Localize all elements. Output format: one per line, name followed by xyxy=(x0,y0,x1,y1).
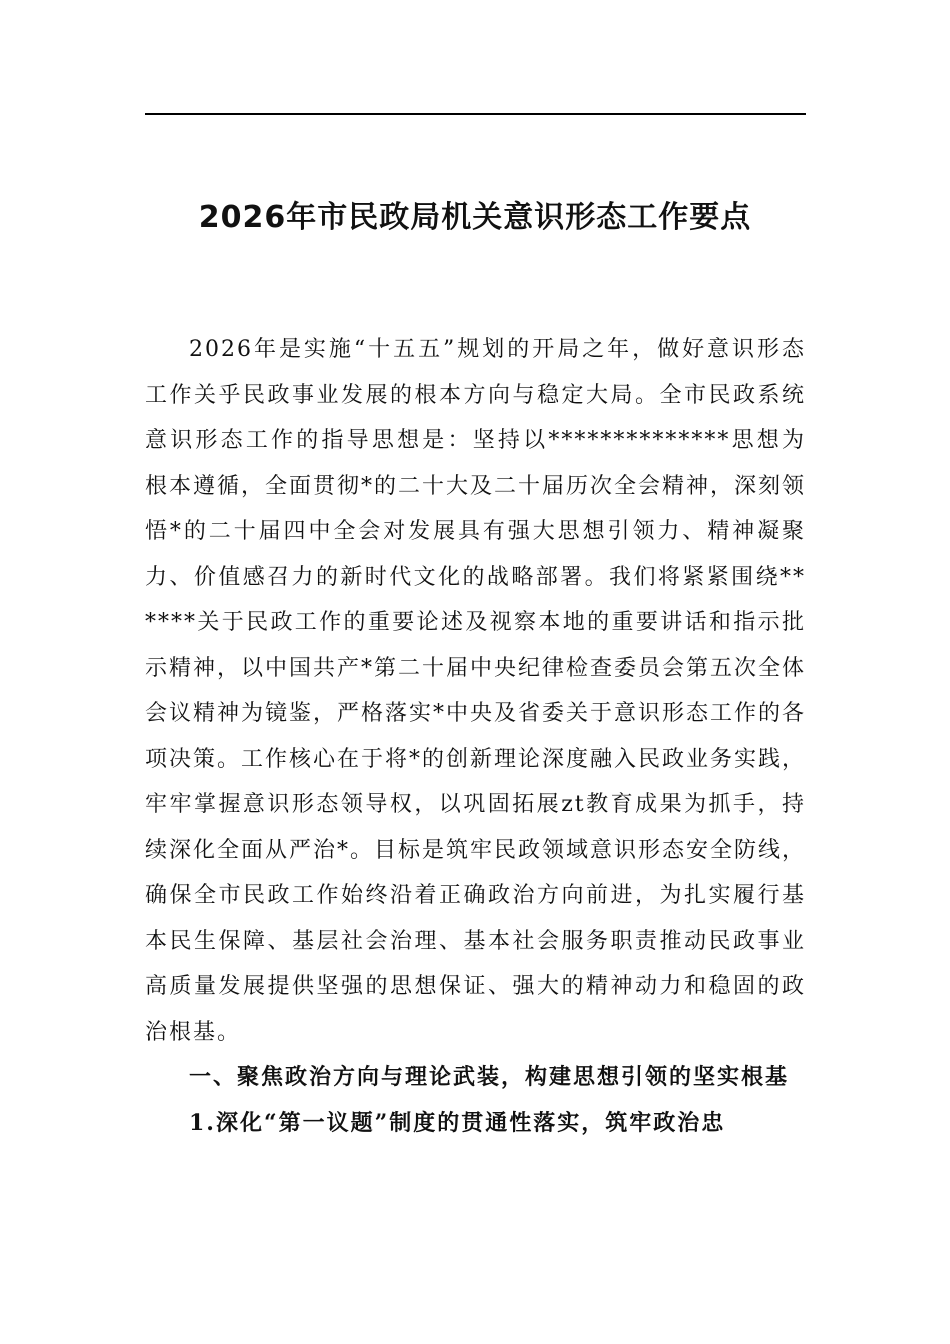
header-rule xyxy=(145,113,806,115)
intro-paragraph: 2026年是实施“十五五”规划的开局之年，做好意识形态工作关乎民政事业发展的根本方向与稳定大局。全市民政系统意识形态工作的指导思想是：坚持以**************思想为根本遵循，全面贯彻*的二十大及二十届历次全会精神，深刻领悟*的二十届四中全会对发展具有强大思想引领力、精神凝聚力、价值感召力的新时代文化的战略部署。我们将紧紧围绕******关于民政工作的重要论述及视察本地的重要讲话和指示批示精神，以中国共产*第二十届中央纪律检查委员会第五次全体会议精神为镜鉴，严格落实*中央及省委关于意识形态工作的各项决策。工作核心在于将*的创新理论深度融入民政业务实践，牢牢掌握意识形态领导权，以巩固拓展zt教育成果为抓手，持续深化全面从严治*。目标是筑牢民政领域意识形态安全防线，确保全市民政工作始终沿着正确政治方向前进，为扎实履行基本民生保障、基层社会治理、基本社会服务职责推动民政事业高质量发展提供坚强的思想保证、强大的精神动力和稳固的政治根基。 xyxy=(145,337,807,1045)
document-body xyxy=(145,327,806,1146)
subsection-1-heading: 1.深化“第一议题”制度的贯通性落实，筑牢政治忠 xyxy=(189,1109,726,1136)
document-title: 2026年市民政局机关意识形态工作要点 xyxy=(198,200,752,235)
section-1-heading: 一、聚焦政治方向与理论武装，构建思想引领的坚实根基 xyxy=(189,1065,790,1090)
